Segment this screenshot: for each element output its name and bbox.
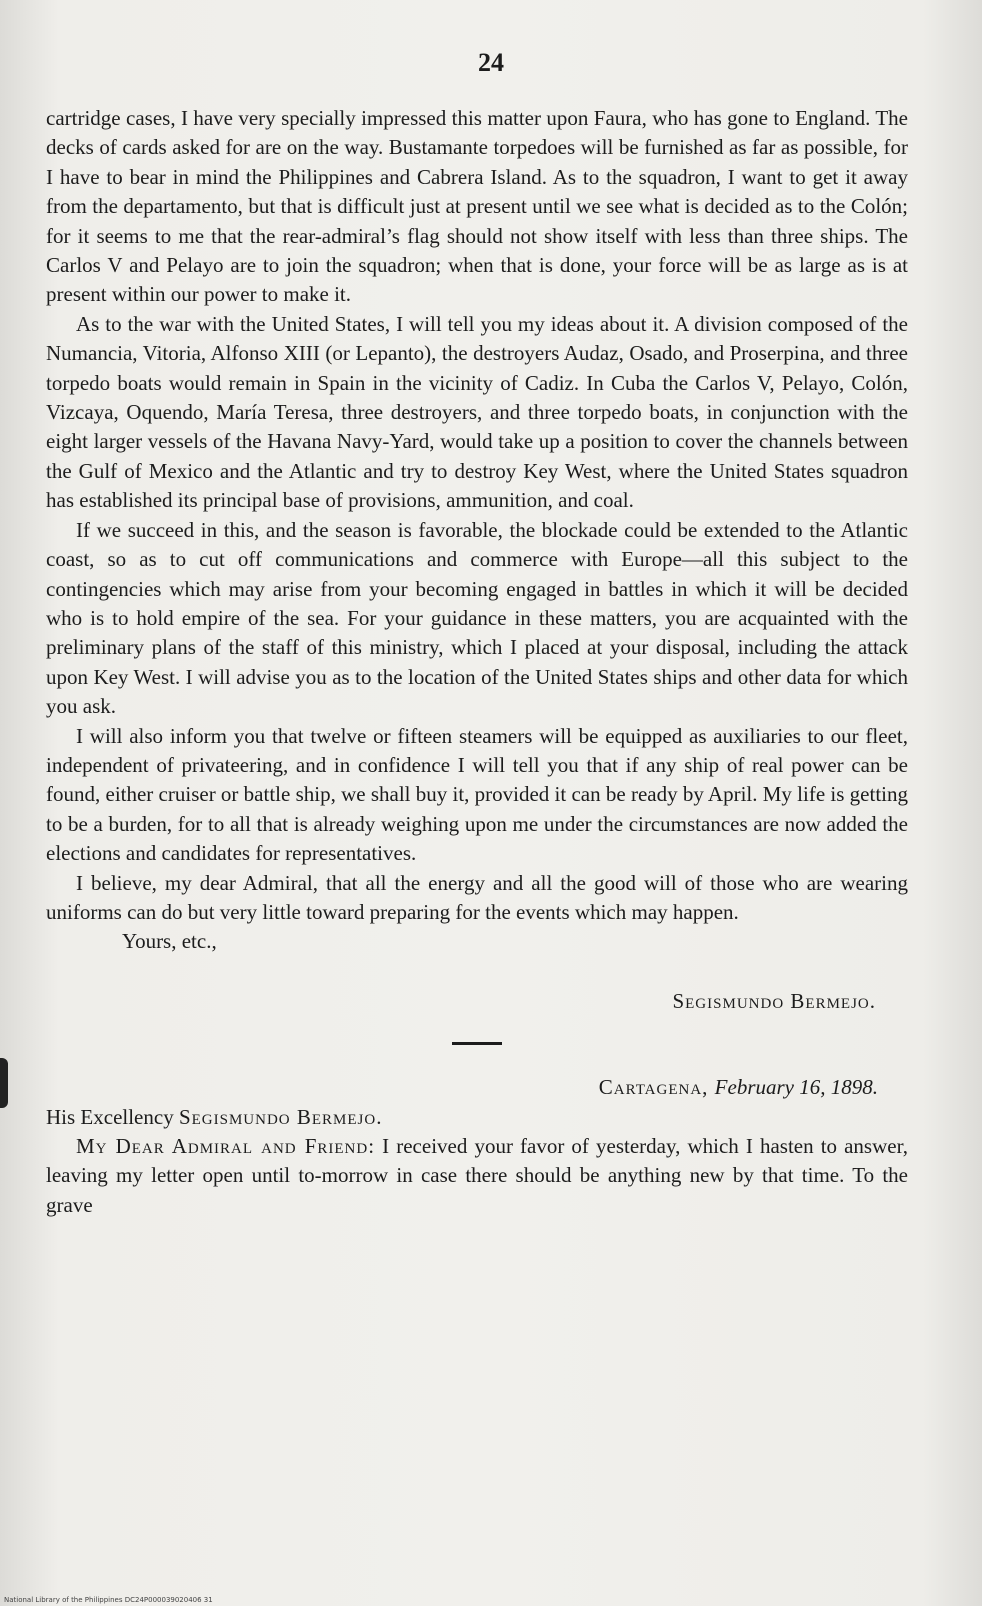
letter-body-start: I received your favor of yesterday, which I hasten to answer, leaving my letter open until to-morrow in case there should be anything new by that time. To the grave <box>46 1134 908 1217</box>
letter-opening-paragraph <box>46 1132 908 1220</box>
letter-body <box>46 104 908 1220</box>
paragraph: I believe, my dear Admiral, that all the energy and all the good will of those who are wearing uniforms can do but very little toward preparing for the events which may happen. <box>46 870 908 924</box>
letter-place: Cartagena, <box>598 1075 709 1100</box>
letter-salutation: My Dear Admiral and Friend: <box>76 1134 376 1158</box>
paragraph: cartridge cases, I have very specially impressed this matter upon Faura, who has gone to England. The decks of cards asked for are on the way. Bustamante torpedoes will be furnished as far as possible, for I have to bear in mind the Philippines and Cabrera Island. As to the squadron, I want to get it away from the departamento, but that is difficult just at present until we see what is decided as to the Colón; for it seems to me that the rear-admiral’s flag should not show itself with less than three ships. The Carlos V and Pelayo are to join the squadron; when that is done, your force will be as large as is at present within our power to make it. <box>46 106 908 307</box>
letter-signature: Segismundo Bermejo. <box>672 988 876 1013</box>
addressee-prefix: His Excellency <box>46 1104 174 1129</box>
paragraph: If we succeed in this, and the season is favorable, the blockade could be extended to the Atlantic coast, so as to cut off communications and commerce with Europe—all this subject to the contingencies which may arise from your becoming engaged in battles in which it will be decided who is to hold empire of the sea. For your guidance in these matters, you are acquainted with the preliminary plans of the staff of this ministry, which I placed at your disposal, including the attack upon Key West. I will advise you as to the location of the United States ships and other data for which you ask. <box>46 517 908 719</box>
letter-date: February 16, 1898. <box>714 1075 878 1100</box>
scan-footer: National Library of the Philippines DC24P000039020406 31 <box>4 1596 213 1604</box>
scan-binding-mark <box>0 1058 8 1108</box>
letter-closing: Yours, etc., <box>122 929 217 954</box>
page-number: 24 <box>478 48 504 77</box>
paragraph: I will also inform you that twelve or fifteen steamers will be equipped as auxiliaries to our fleet, independent of privateering, and in confidence I will tell you that if any ship of real power can be found, either cruiser or battle ship, we shall buy it, provided it can be ready by April. My life is getting to be a burden, for to all that is already weighing upon me under the circumstances are now added the elections and candidates for representatives. <box>46 723 908 866</box>
addressee-name: Segismundo Bermejo. <box>178 1104 383 1129</box>
paragraph: As to the war with the United States, I will tell you my ideas about it. A division composed of the Numancia, Vitoria, Alfonso XIII (or Lepanto), the destroyers Audaz, Osado, and Proserpina, and three torpedo boats would remain in Spain in the vicinity of Cadiz. In Cuba the Carlos V, Pelayo, Colón, Vizcaya, Oquendo, María Teresa, three destroyers, and three torpedo boats, in conjunction with the eight larger vessels of the Havana Navy-Yard, would take up a position to cover the channels between the Gulf of Mexico and the Atlantic and try to destroy Key West, where the United States squadron has established its principal base of provisions, ammunition, and coal. <box>46 311 908 513</box>
section-divider <box>452 1042 502 1045</box>
letter-addressee <box>46 1103 908 1132</box>
letter-dateline <box>46 1073 878 1102</box>
